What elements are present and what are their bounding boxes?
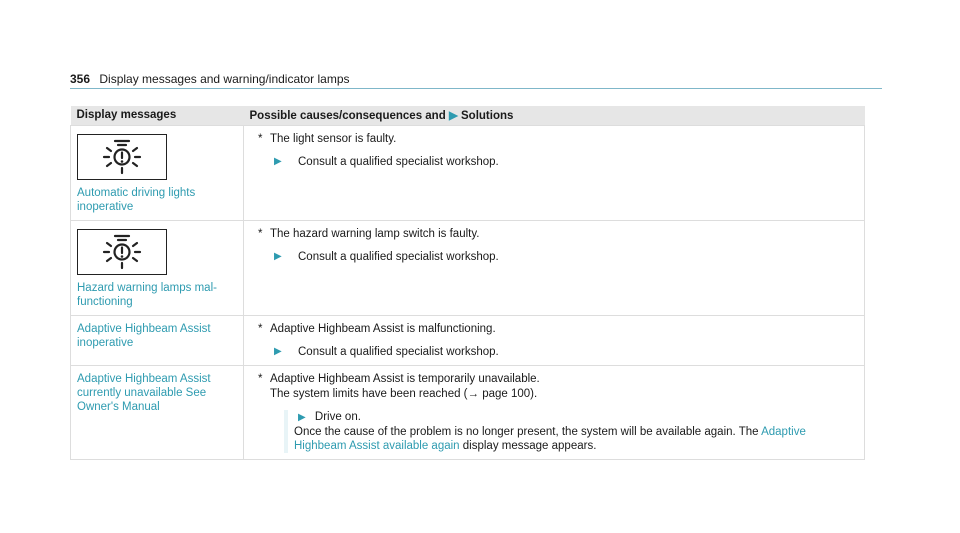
solution-line [258, 250, 854, 264]
solution-text: Consult a qualified specialist workshop. [298, 346, 499, 358]
light-warning-icon [77, 229, 167, 275]
cause-solution-cell [244, 221, 865, 316]
col-header-causes-solutions [244, 106, 865, 126]
cause-marker: * [258, 323, 263, 335]
cause-line [258, 132, 854, 147]
cause-marker: * [258, 133, 263, 145]
cause-text: The hazard warning lamp switch is faulty. [270, 228, 480, 240]
message-cell [71, 221, 244, 316]
cause-text: The light sensor is faulty. [270, 133, 397, 145]
cause-text: Adaptive Highbeam Assist is temporarily unavailable. [270, 373, 540, 385]
solution-title: Drive on. [314, 411, 361, 423]
table-row [71, 126, 865, 221]
solution-text-2: display message appears. [462, 440, 597, 452]
cause-line [258, 322, 854, 337]
col2-header-suffix: Solutions [461, 110, 514, 122]
message-name: Adaptive Highbeam Assist inoperative [77, 323, 211, 349]
cause-marker: * [258, 228, 263, 240]
cause-line [258, 372, 854, 387]
light-warning-icon [77, 134, 167, 180]
table-row [71, 221, 865, 316]
table-row [71, 366, 865, 460]
message-cell [71, 126, 244, 221]
display-messages-table [70, 106, 865, 460]
message-cell [71, 366, 244, 460]
cause-text: Adaptive Highbeam Assist is malfunctioning. [270, 323, 496, 335]
cause-note: The system limits have been reached (→ page 100). [270, 388, 538, 400]
col-header-display-messages: Display messages [71, 106, 244, 126]
message-cell [71, 316, 244, 366]
solution-description [294, 425, 854, 453]
cause-line [258, 227, 854, 242]
solution-title-line [294, 410, 854, 425]
cause-solution-cell [244, 316, 865, 366]
solution-arrow-icon: ▶ [298, 412, 306, 423]
message-name: Adaptive Highbeam Assist currently unavailable See Owner's Manual [77, 373, 211, 413]
solution-block [284, 410, 854, 453]
solution-line [258, 155, 854, 169]
solution-text-1: Once the cause of the problem is no longer present, the system will be available again. The [294, 426, 759, 438]
table-header-row [71, 106, 865, 126]
solution-text: Consult a qualified specialist workshop. [298, 156, 499, 168]
solution-highlight-message: Adaptive Highbeam Assist available again [294, 426, 806, 452]
cause-solution-cell [244, 366, 865, 460]
page-number: 356 [70, 72, 91, 86]
solution-arrow-icon: ▶ [274, 156, 282, 167]
col2-header-prefix: Possible causes/consequences and [249, 110, 446, 122]
message-name: Hazard warning lamps mal- functioning [77, 282, 217, 308]
cause-solution-cell [244, 126, 865, 221]
header-rule [70, 88, 882, 89]
solution-line [258, 345, 854, 359]
message-name: Automatic driving lights inoperative [77, 187, 196, 213]
solution-arrow-icon: ▶ [274, 346, 282, 357]
cause-marker: * [258, 373, 263, 385]
page-header [70, 72, 350, 86]
solution-text: Consult a qualified specialist workshop. [298, 251, 499, 263]
solution-arrow-icon: ▶ [274, 251, 282, 262]
table-row [71, 316, 865, 366]
solution-arrow-icon: ▶ [448, 110, 458, 122]
page-header-title: Display messages and warning/indicator lamps [99, 72, 350, 86]
